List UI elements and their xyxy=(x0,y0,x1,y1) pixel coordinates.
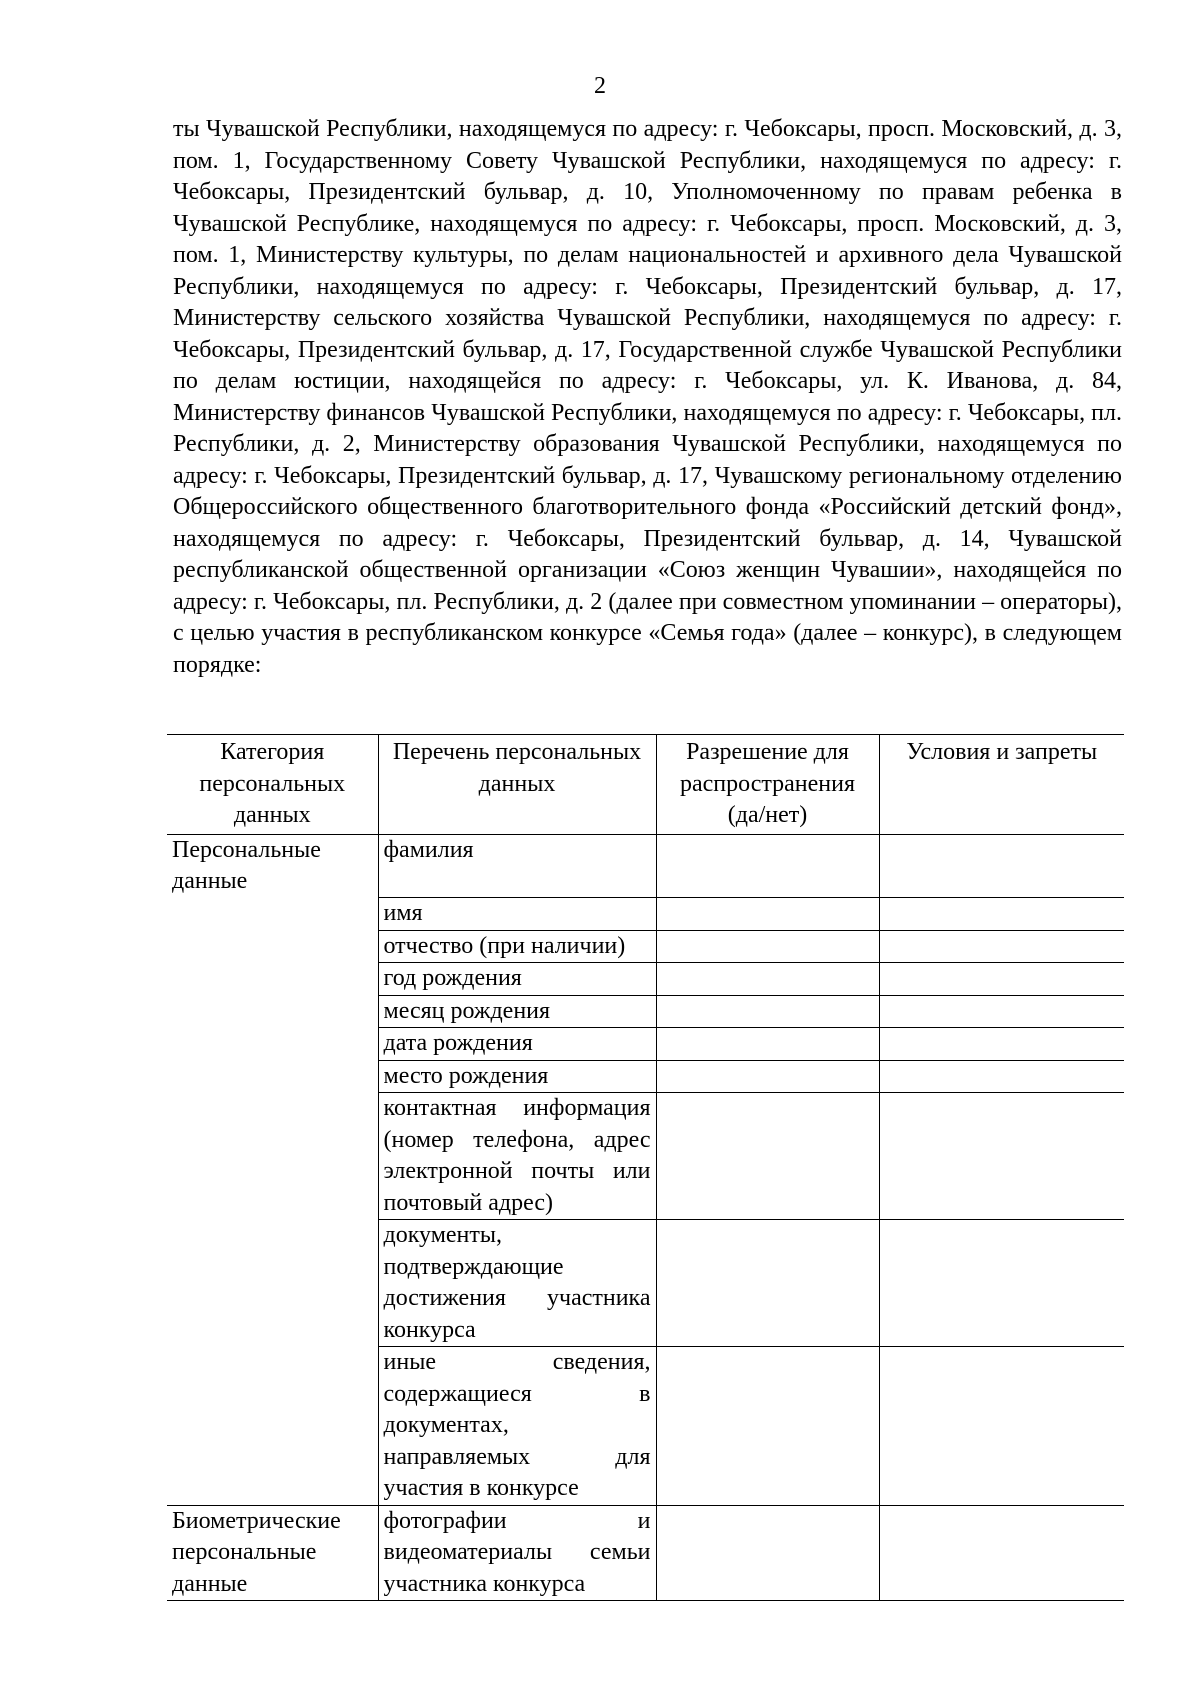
page-number: 2 xyxy=(594,73,606,99)
table-row xyxy=(167,930,1124,963)
personal-data-table xyxy=(167,734,1124,1601)
table-row xyxy=(167,1505,1124,1601)
permission-cell[interactable] xyxy=(656,1093,879,1220)
category-cell: Биометрические персональные данные xyxy=(167,1505,378,1601)
conditions-cell[interactable] xyxy=(879,995,1124,1028)
data-item-cell: год рождения xyxy=(378,963,656,996)
permission-cell[interactable] xyxy=(656,1347,879,1506)
header-list: Перечень персональных данных xyxy=(378,735,656,835)
category-cell xyxy=(167,1028,378,1061)
conditions-cell[interactable] xyxy=(879,1505,1124,1601)
table-row xyxy=(167,1220,1124,1347)
permission-cell[interactable] xyxy=(656,834,879,898)
category-cell: Персональные данные xyxy=(167,834,378,898)
conditions-cell[interactable] xyxy=(879,1220,1124,1347)
data-item-cell: документы, подтверждающие достижения участника конкурса xyxy=(378,1220,656,1347)
table-row xyxy=(167,995,1124,1028)
header-permission: Разрешение для распространения (да/нет) xyxy=(656,735,879,835)
category-cell xyxy=(167,930,378,963)
data-item-cell: фамилия xyxy=(378,834,656,898)
conditions-cell[interactable] xyxy=(879,898,1124,931)
permission-cell[interactable] xyxy=(656,1220,879,1347)
table-row xyxy=(167,1060,1124,1093)
permission-cell[interactable] xyxy=(656,1060,879,1093)
conditions-cell[interactable] xyxy=(879,1093,1124,1220)
data-item-cell: место рождения xyxy=(378,1060,656,1093)
permission-cell[interactable] xyxy=(656,1505,879,1601)
category-cell xyxy=(167,898,378,931)
permission-cell[interactable] xyxy=(656,898,879,931)
data-item-cell: отчество (при наличии) xyxy=(378,930,656,963)
table-row xyxy=(167,1347,1124,1506)
data-item-cell: имя xyxy=(378,898,656,931)
category-cell xyxy=(167,995,378,1028)
table-row xyxy=(167,1093,1124,1220)
category-cell xyxy=(167,1060,378,1093)
table-row xyxy=(167,834,1124,898)
permission-cell[interactable] xyxy=(656,963,879,996)
table-body xyxy=(167,834,1124,1601)
category-cell xyxy=(167,1347,378,1506)
table-row xyxy=(167,963,1124,996)
table-header-row xyxy=(167,735,1124,835)
data-item-cell: контактная информация (номер телефона, адрес электронной почты или почтовый адрес) xyxy=(378,1093,656,1220)
category-cell xyxy=(167,963,378,996)
conditions-cell[interactable] xyxy=(879,834,1124,898)
conditions-cell[interactable] xyxy=(879,963,1124,996)
header-category: Категория персональных данных xyxy=(167,735,378,835)
table-row xyxy=(167,1028,1124,1061)
data-item-cell: фотографии и видеоматериалы семьи участника конкурса xyxy=(378,1505,656,1601)
category-cell xyxy=(167,1093,378,1220)
table-row xyxy=(167,898,1124,931)
conditions-cell[interactable] xyxy=(879,1347,1124,1506)
category-cell xyxy=(167,1220,378,1347)
header-conditions: Условия и запреты xyxy=(879,735,1124,835)
conditions-cell[interactable] xyxy=(879,1060,1124,1093)
conditions-cell[interactable] xyxy=(879,930,1124,963)
data-item-cell: иные сведения, содержащиеся в документах, направляемых для участия в конкурсе xyxy=(378,1347,656,1506)
intro-paragraph: ты Чувашской Республики, находящемуся по адресу: г. Чебоксары, просп. Московский, д. 3, пом. 1, Государственному Совету Чувашской Республики, находящемуся по адресу: г. Чебоксары, Президентский бульвар, д. 10, Уполномоченному по правам ребенка в Чувашской Республике, находящемуся по адресу: г. Чебоксары, просп. Московский, д. 3, пом. 1, Министерству культуры, по делам национальностей и архивного дела Чувашской Республики, находящемуся по адресу: г. Чебоксары, Президентский бульвар, д. 17, Министерству сельского хозяйства Чувашской Республики, находящемуся по адресу: г. Чебоксары, Президентский бульвар, д. 17, Государственной службе Чувашской Республики по делам юстиции, находящейся по адресу: г. Чебоксары, ул. К. Иванова, д. 84, Министерству финансов Чувашской Республики, находящемуся по адресу: г. Чебоксары, пл. Республики, д. 2, Министерству образования Чувашской Республики, находящемуся по адресу: г. Чебоксары, Президентский бульвар, д. 17, Чувашскому региональному отделению Общероссийского общественного благотворительного фонда «Российский детский фонд», находящемуся по адресу: г. Чебоксары, Президентский бульвар, д. 14, Чувашской республиканской общественной организации «Союз женщин Чувашии», находящейся по адресу: г. Чебоксары, пл. Республики, д. 2 (далее при совместном упоминании – операторы), с целью участия в республиканском конкурсе «Семья года» (далее – конкурс), в следующем порядке: xyxy=(173,116,1122,678)
data-item-cell: месяц рождения xyxy=(378,995,656,1028)
permission-cell[interactable] xyxy=(656,1028,879,1061)
conditions-cell[interactable] xyxy=(879,1028,1124,1061)
permission-cell[interactable] xyxy=(656,930,879,963)
data-item-cell: дата рождения xyxy=(378,1028,656,1061)
permission-cell[interactable] xyxy=(656,995,879,1028)
